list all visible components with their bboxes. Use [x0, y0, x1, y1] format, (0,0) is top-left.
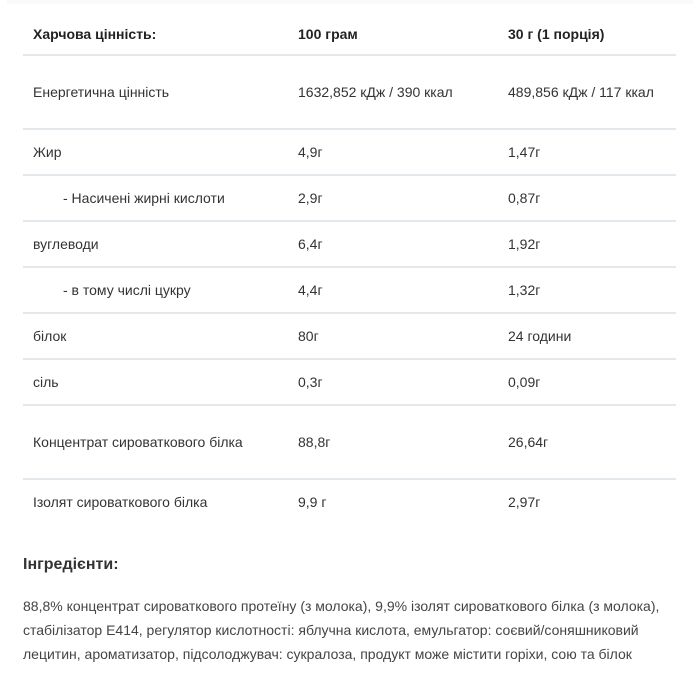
row-per-100: 9,9 г — [298, 494, 327, 510]
table-row-sugars — [23, 267, 676, 313]
row-per-100: 0,3г — [288, 359, 498, 405]
row-per-serving: 26,64г — [498, 405, 676, 479]
row-per-100: 4,4г — [288, 267, 498, 313]
row-name: - в тому числі цукру — [23, 267, 288, 313]
row-per-100: 88,8г — [288, 405, 498, 479]
row-per-serving: 2,97г — [508, 494, 541, 510]
row-per-serving: 0,87г — [498, 175, 676, 221]
row-name: Концентрат сироваткового білка — [23, 405, 288, 479]
table-row-whey-isolate — [23, 479, 676, 524]
table-row-protein — [23, 313, 676, 359]
row-name: сіль — [23, 359, 288, 405]
top-band — [7, 0, 693, 4]
nutrition-table — [23, 14, 676, 524]
row-name: - Насичені жирні кислоти — [23, 175, 288, 221]
row-per-100: 6,4г — [288, 221, 498, 267]
row-name: білок — [23, 313, 288, 359]
header-nutrition-value: Харчова цінність: — [23, 14, 288, 55]
table-row-salt — [23, 359, 676, 405]
row-per-100: 4,9г — [288, 129, 498, 175]
ingredients-text: 88,8% концентрат сироваткового протеїну (з молока), 9,9% ізолят сироваткового білка (з молока), стабілізатор Е414, регулятор кислотності: яблучна кислота, емульгатор: соєвий/соняшниковий лецитин, ароматизатор, підсолоджувач: сукралоза, продукт може містити горіхи, сою та білок — [23, 598, 660, 662]
row-per-serving: 0,09г — [498, 359, 676, 405]
row-per-serving: 1,92г — [498, 221, 676, 267]
table-row-energy — [23, 55, 676, 129]
row-per-serving: 489,856 кДж / 117 ккал — [498, 55, 676, 129]
header-per-100g: 100 грам — [288, 14, 498, 55]
table-header-row — [23, 14, 676, 55]
table-row-saturated-fat — [23, 175, 676, 221]
row-name: Ізолят сироваткового білка — [33, 494, 208, 510]
row-name: вуглеводи — [23, 221, 288, 267]
row-per-serving: 1,47г — [498, 129, 676, 175]
row-per-serving: 24 години — [498, 313, 676, 359]
header-per-serving: 30 г (1 порція) — [498, 14, 676, 55]
row-per-100: 2,9г — [288, 175, 498, 221]
ingredients-heading: Інгредієнти: — [23, 556, 119, 573]
row-name: Енергетична цінність — [23, 55, 288, 129]
table-row-whey-concentrate — [23, 405, 676, 479]
table-row-carbohydrates — [23, 221, 676, 267]
row-name: Жир — [23, 129, 288, 175]
row-per-100: 1632,852 кДж / 390 ккал — [288, 55, 498, 129]
row-per-serving: 1,32г — [498, 267, 676, 313]
table-row-fat — [23, 129, 676, 175]
row-per-100: 80г — [288, 313, 498, 359]
